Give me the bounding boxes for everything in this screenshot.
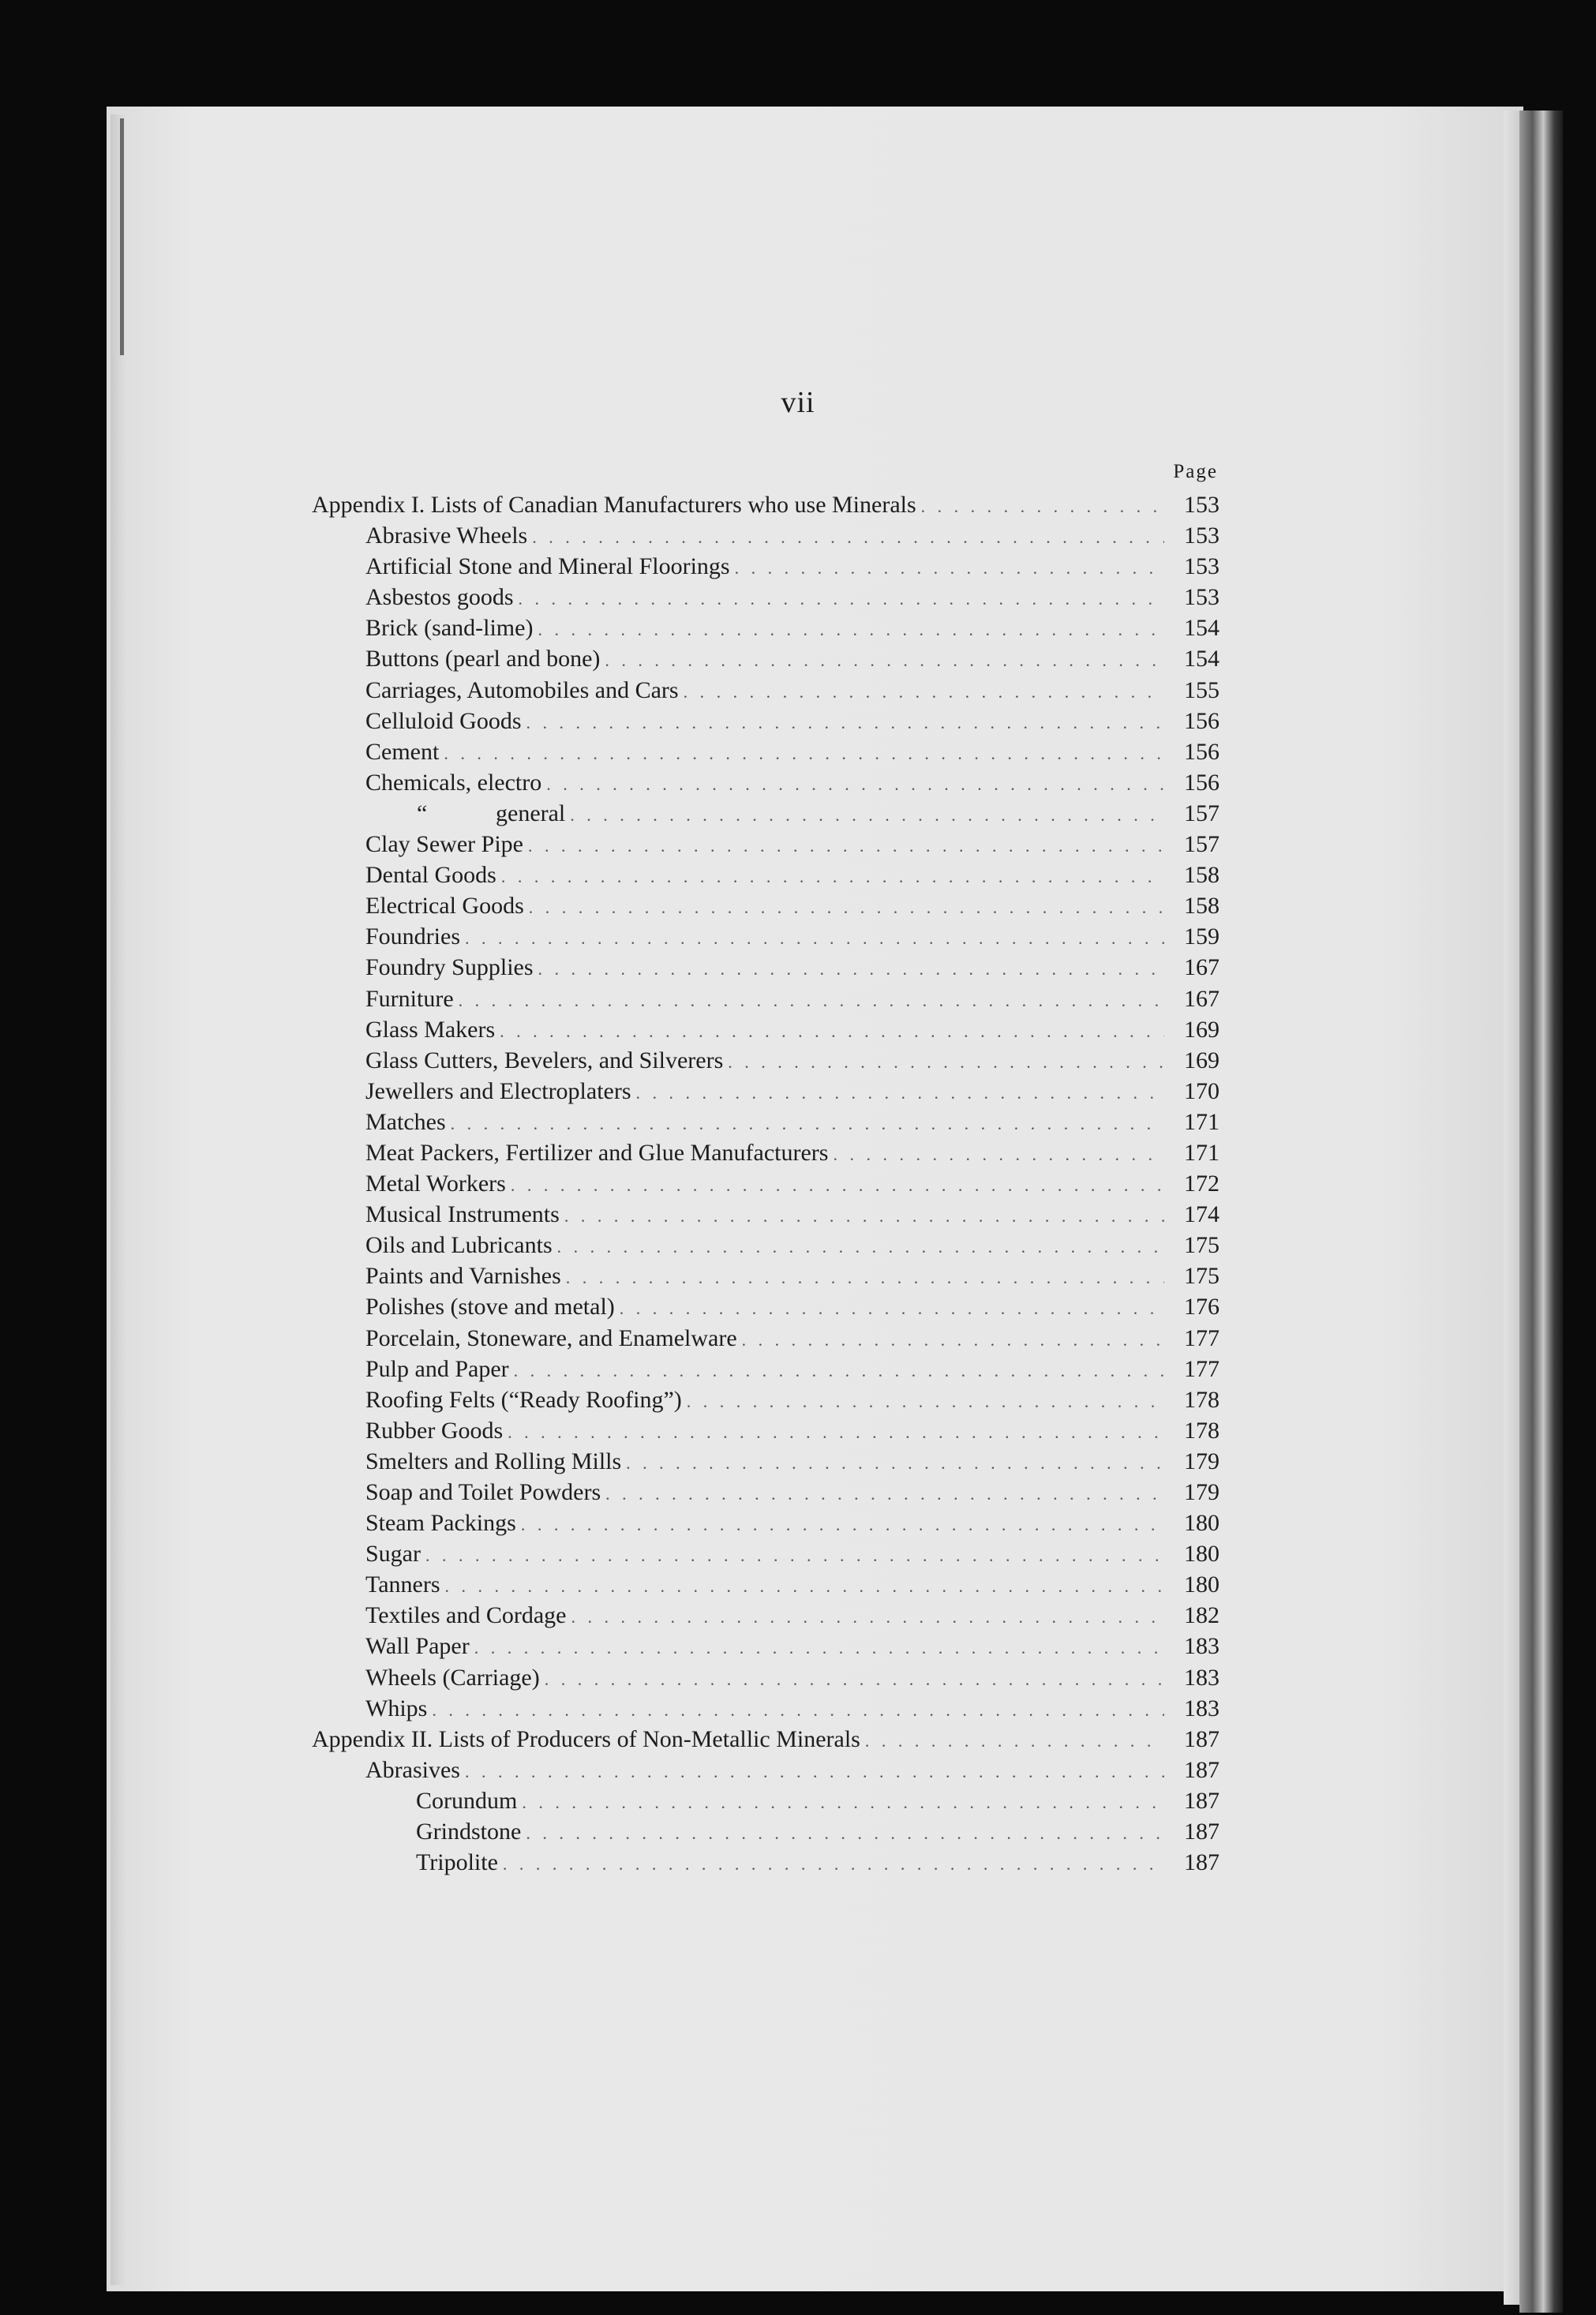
dot-leader <box>865 1725 1164 1756</box>
toc-entry <box>312 798 1219 829</box>
toc-entry <box>312 706 1219 736</box>
toc-entry-title: Paints and Varnishes <box>365 1263 561 1290</box>
toc-entry <box>312 890 1219 921</box>
toc-entry <box>312 921 1219 952</box>
dot-leader <box>545 1664 1164 1695</box>
dot-leader <box>921 491 1164 522</box>
toc-entry <box>312 643 1219 674</box>
toc-entry-subtitle: general <box>496 800 566 826</box>
dot-leader <box>605 1478 1164 1509</box>
dot-leader <box>684 676 1164 707</box>
toc-entry-page: 187 <box>1184 1756 1219 1783</box>
toc-entry-title: Corundum <box>416 1787 518 1814</box>
toc-entry-page: 175 <box>1184 1232 1219 1259</box>
toc-entry-title: Soap and Toilet Powders <box>365 1479 601 1505</box>
toc-entry-title: Porcelain, Stoneware, and Enamelware <box>365 1324 737 1351</box>
toc-entry-title: Sugar <box>365 1541 421 1568</box>
toc-entry-page: 156 <box>1184 738 1219 765</box>
toc-entry-page: 170 <box>1184 1077 1219 1104</box>
dot-leader <box>605 645 1164 676</box>
toc-entry <box>312 1076 1219 1107</box>
toc-entry <box>312 1785 1219 1816</box>
toc-entry-page: 187 <box>1184 1725 1219 1752</box>
toc-entry-page: 178 <box>1184 1417 1219 1444</box>
toc-entry-page: 159 <box>1184 923 1219 950</box>
toc-entry <box>312 1261 1219 1291</box>
toc-entry-title: Brick (sand-lime) <box>365 615 534 642</box>
toc-entry <box>312 1569 1219 1600</box>
toc-entry-title: Furniture <box>365 985 454 1012</box>
dot-leader <box>566 1262 1164 1293</box>
toc-entry <box>312 1600 1219 1631</box>
toc-entry-page: 177 <box>1184 1355 1219 1382</box>
toc-entry-page: 158 <box>1184 862 1219 889</box>
toc-entry-title: Steam Packings <box>365 1510 516 1537</box>
toc-entry-page: 180 <box>1184 1571 1219 1598</box>
toc-entry-page: 153 <box>1184 584 1219 611</box>
toc-entry-title: Carriages, Automobiles and Cars <box>365 676 679 703</box>
dot-leader <box>620 1293 1164 1324</box>
dot-leader <box>501 861 1164 892</box>
book-fore-edge <box>1519 111 1563 2313</box>
toc-entry-page: 153 <box>1184 553 1219 580</box>
dot-leader <box>521 1509 1164 1540</box>
toc-entry <box>312 1538 1219 1569</box>
toc-entry-page: 169 <box>1184 1047 1219 1073</box>
toc-entry <box>312 983 1219 1014</box>
toc-entry-title: Smelters and Rolling Mills <box>365 1448 622 1474</box>
page-number-folio: vii <box>781 386 815 419</box>
toc-entry-page: 179 <box>1184 1448 1219 1474</box>
toc-entry-title: Matches <box>365 1108 446 1135</box>
toc-entry <box>312 1045 1219 1076</box>
toc-entry <box>312 860 1219 890</box>
toc-entry-title: Buttons (pearl and bone) <box>365 646 601 672</box>
toc-entry-title: Musical Instruments <box>365 1201 560 1228</box>
dot-leader <box>432 1695 1164 1725</box>
dot-leader <box>532 522 1164 553</box>
toc-entry <box>312 1816 1219 1847</box>
toc-entry-page: 154 <box>1184 615 1219 642</box>
dot-leader <box>444 738 1164 769</box>
toc-entry-page: 172 <box>1184 1171 1219 1197</box>
toc-entry <box>312 1755 1219 1785</box>
toc-entry-page: 176 <box>1184 1294 1219 1320</box>
toc-entry <box>312 1354 1219 1384</box>
toc-entry-page: 154 <box>1184 646 1219 672</box>
toc-entry <box>312 1477 1219 1508</box>
gutter-crease <box>120 118 124 355</box>
toc-entry <box>312 1137 1219 1168</box>
toc-entry <box>312 1631 1219 1661</box>
toc-entry <box>312 1415 1219 1446</box>
toc-entry-page: 182 <box>1184 1602 1219 1629</box>
toc-entry-title: Glass Makers <box>365 1016 496 1043</box>
dot-leader <box>519 583 1164 614</box>
toc-entry <box>312 1508 1219 1538</box>
toc-entry-title: Grindstone <box>416 1819 522 1845</box>
toc-entry <box>312 582 1219 612</box>
toc-entry-title: Glass Cutters, Bevelers, and Silverers <box>365 1047 724 1073</box>
toc-entry-title: Asbestos goods <box>365 584 514 611</box>
toc-entry <box>312 1847 1219 1878</box>
dot-leader <box>465 1756 1164 1787</box>
dot-leader <box>459 985 1164 1016</box>
toc-entries <box>312 489 1219 1878</box>
toc-entry-page: 175 <box>1184 1263 1219 1290</box>
table-of-contents <box>312 455 1219 1878</box>
dot-leader <box>503 1849 1164 1879</box>
ditto-mark: “ <box>417 800 428 826</box>
toc-entry <box>312 1291 1219 1322</box>
toc-entry-title: Appendix I. Lists of Canadian Manufacturers who use Minerals <box>312 492 916 518</box>
toc-entry <box>312 520 1219 551</box>
toc-entry-title <box>312 798 565 829</box>
dot-leader <box>451 1108 1164 1139</box>
dot-leader <box>728 1047 1164 1077</box>
dot-leader <box>538 953 1164 984</box>
toc-entry-page: 171 <box>1184 1108 1219 1135</box>
toc-entry-page: 179 <box>1184 1479 1219 1505</box>
toc-entry <box>312 829 1219 860</box>
dot-leader <box>546 769 1164 800</box>
toc-entry <box>312 489 1219 520</box>
dot-leader <box>514 1355 1164 1386</box>
toc-entry-page: 155 <box>1184 676 1219 703</box>
toc-entry-page: 167 <box>1184 985 1219 1012</box>
toc-entry-page: 171 <box>1184 1139 1219 1166</box>
toc-entry-page: 183 <box>1184 1695 1219 1721</box>
dot-leader <box>571 1601 1165 1632</box>
dot-leader <box>526 1818 1164 1849</box>
toc-entry-title: Oils and Lubricants <box>365 1232 553 1259</box>
toc-entry-title: Foundries <box>365 923 460 950</box>
dot-leader <box>528 830 1164 861</box>
toc-entry <box>312 612 1219 643</box>
toc-entry-title: Tripolite <box>416 1849 498 1876</box>
toc-entry-title: Whips <box>365 1695 428 1721</box>
toc-entry-page: 157 <box>1184 800 1219 826</box>
toc-entry-page: 180 <box>1184 1541 1219 1568</box>
toc-entry-title: Jewellers and Electroplaters <box>365 1077 631 1104</box>
dot-leader <box>538 614 1164 645</box>
page-column-header: Page <box>1173 461 1218 482</box>
toc-entry <box>312 551 1219 582</box>
dot-leader <box>445 1571 1164 1601</box>
toc-entry-page: 180 <box>1184 1510 1219 1537</box>
toc-entry-title: Abrasive Wheels <box>365 523 528 549</box>
toc-entry <box>312 1662 1219 1693</box>
toc-entry-page: 187 <box>1184 1787 1219 1814</box>
toc-entry-title: Rubber Goods <box>365 1417 504 1444</box>
toc-entry <box>312 1107 1219 1137</box>
toc-entry-title: Textiles and Cordage <box>365 1602 567 1629</box>
toc-entry-page: 153 <box>1184 492 1219 518</box>
toc-entry-title: Dental Goods <box>365 862 496 889</box>
toc-entry-title: Roofing Felts (“Ready Roofing”) <box>365 1386 682 1413</box>
toc-entry-page: 156 <box>1184 707 1219 734</box>
toc-entry <box>312 1230 1219 1261</box>
toc-entry-title: Chemicals, electro <box>365 769 542 796</box>
dot-leader <box>511 1170 1164 1201</box>
toc-entry <box>312 736 1219 767</box>
toc-entry-title: Wall Paper <box>365 1633 470 1660</box>
toc-entry-page: 183 <box>1184 1633 1219 1660</box>
toc-entry-page: 183 <box>1184 1664 1219 1691</box>
toc-entry <box>312 1724 1219 1755</box>
toc-entry <box>312 1323 1219 1354</box>
dot-leader <box>833 1139 1164 1170</box>
toc-entry-title: Polishes (stove and metal) <box>365 1294 615 1320</box>
toc-entry-title: Appendix II. Lists of Producers of Non-Metallic Minerals <box>312 1725 860 1752</box>
toc-entry-page: 169 <box>1184 1016 1219 1043</box>
toc-entry-title: Abrasives <box>365 1756 460 1783</box>
toc-entry-title: Pulp and Paper <box>365 1355 509 1382</box>
toc-entry-title: Cement <box>365 738 440 765</box>
toc-entry-title: Artificial Stone and Mineral Floorings <box>365 553 730 580</box>
dot-leader <box>735 553 1164 583</box>
toc-entry <box>312 1384 1219 1415</box>
dot-leader <box>522 1787 1164 1818</box>
dot-leader <box>474 1632 1164 1663</box>
toc-entry <box>312 952 1219 983</box>
toc-entry-page: 167 <box>1184 954 1219 981</box>
dot-leader <box>570 800 1164 830</box>
toc-entry-title: Electrical Goods <box>365 893 524 920</box>
toc-entry-title: Clay Sewer Pipe <box>365 831 523 858</box>
dot-leader <box>557 1231 1164 1262</box>
toc-entry-title: Tanners <box>365 1571 440 1598</box>
toc-entry <box>312 1446 1219 1477</box>
dot-leader <box>508 1417 1164 1448</box>
toc-entry-title: Foundry Supplies <box>365 954 534 981</box>
toc-entry-page: 177 <box>1184 1324 1219 1351</box>
dot-leader <box>465 923 1164 953</box>
page-gutter-shadow <box>111 114 128 2285</box>
dot-leader <box>636 1077 1164 1108</box>
dot-leader <box>425 1540 1164 1571</box>
toc-entry-title: Metal Workers <box>365 1171 506 1197</box>
dot-leader <box>526 707 1164 738</box>
toc-entry-page: 158 <box>1184 893 1219 920</box>
toc-entry-page: 156 <box>1184 769 1219 796</box>
toc-entry <box>312 767 1219 798</box>
dot-leader <box>742 1324 1164 1355</box>
toc-entry-page: 187 <box>1184 1849 1219 1876</box>
dot-leader <box>529 892 1164 923</box>
toc-entry-page: 174 <box>1184 1201 1219 1228</box>
toc-entry-title: Wheels (Carriage) <box>365 1664 540 1691</box>
toc-entry-page: 178 <box>1184 1386 1219 1413</box>
toc-entry <box>312 675 1219 706</box>
toc-entry-page: 153 <box>1184 523 1219 549</box>
dot-leader <box>626 1448 1164 1478</box>
dot-leader <box>564 1201 1164 1231</box>
toc-entry-page: 157 <box>1184 831 1219 858</box>
dot-leader <box>687 1386 1164 1417</box>
toc-entry <box>312 1168 1219 1199</box>
toc-entry <box>312 1014 1219 1045</box>
toc-entry <box>312 1693 1219 1724</box>
toc-entry-page: 187 <box>1184 1819 1219 1845</box>
toc-entry-title: Meat Packers, Fertilizer and Glue Manufacturers <box>365 1139 829 1166</box>
toc-entry <box>312 1199 1219 1230</box>
toc-entry-title: Celluloid Goods <box>365 707 522 734</box>
dot-leader <box>500 1016 1164 1047</box>
